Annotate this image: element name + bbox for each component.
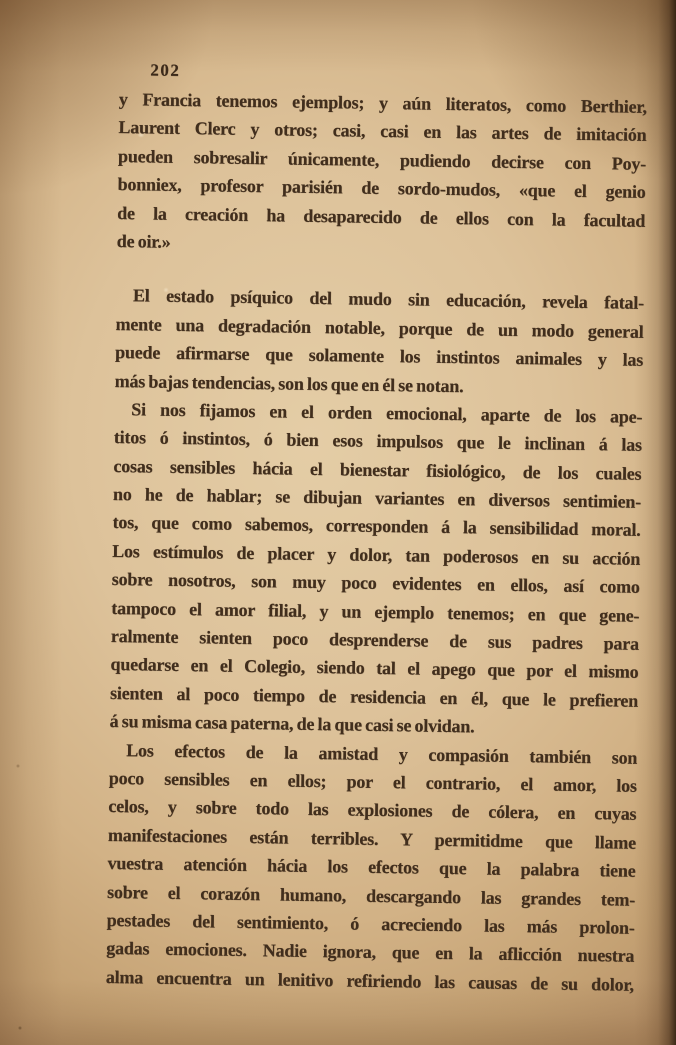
paragraph xyxy=(117,85,647,263)
text-line: bonniex, profesor parisién de sordo-mudos, «que el genio xyxy=(117,174,646,202)
text-line: de la creación ha desaparecido de ellos con la facultad xyxy=(117,202,646,231)
text-line: sobre nosotros, son muy poco evidentes en ellos, así como xyxy=(111,569,640,598)
text-line: Los efectos de la amistad y compasión también son xyxy=(126,739,638,768)
text-line: más bajas tendencias, son los que en él se notan. xyxy=(114,370,464,396)
paragraph xyxy=(106,736,638,999)
text-line: no he de hablar; se dibujan variantes en diversos sentimien- xyxy=(112,484,642,512)
text-line: mente una degradación notable, porque de un modo general xyxy=(115,313,644,342)
text-line: sienten al poco tiempo de residencia en él, que le prefieren xyxy=(109,682,639,711)
text-line: Si nos fijamos en el orden emocional, aparte de los ape- xyxy=(131,399,643,427)
text-line: puede afirmarse que solamente los instintos animales y las xyxy=(114,342,644,370)
text-line: El estado psíquico del mudo sin educación, revela fatal- xyxy=(132,285,645,314)
text-line: manifestaciones están terribles. Y permitidme que llame xyxy=(107,824,637,853)
paragraph xyxy=(114,281,644,402)
text-line: á su misma casa paterna, de la que casi se olvidan. xyxy=(109,711,475,737)
text-line: vuestra atención hácia los efectos que la palabra tiene xyxy=(107,853,636,881)
text-line: sobre el corazón humano, descargando las grandes tem- xyxy=(106,881,636,910)
text-line: Laurent Clerc y otros; casi, casi en las artes de imitación xyxy=(118,117,647,146)
text-line: alma encuentra un lenitivo refiriendo las causas de su dolor, xyxy=(105,966,634,995)
text-line: tos, que como sabemos, corresponden á la sensibilidad moral. xyxy=(112,512,641,541)
text-line: pueden sobresalir únicamente, pudiendo decirse con Poy- xyxy=(117,145,647,174)
text-line: Los estímulos de placer y dolor, tan poderosos en su acción xyxy=(112,540,641,569)
text-line: pestades del sentimiento, ó acreciendo las más prolon- xyxy=(106,909,635,938)
text-line: ralmente sienten poco desprenderse de sus padres para xyxy=(110,625,639,654)
text-line: quedarse en el Colegio, siendo tal el apego que por el mismo xyxy=(110,654,639,683)
text-line: y Francia tenemos ejemplos; y aún literatos, como Berthier, xyxy=(118,88,647,117)
text-line: tampoco el amor filial, y un ejemplo tenemos; en que gene- xyxy=(111,597,640,626)
paragraph xyxy=(109,395,642,743)
text-line: poco sensibles en ellos; por el contrario, el amor, los xyxy=(108,767,637,796)
text-line: gadas emociones. Nadie ignora, que en la aflicción nuestra xyxy=(106,938,635,967)
page-text xyxy=(106,85,647,999)
text-line: cosas sensibles hácia el bienestar fisiológico, de los cuales xyxy=(113,455,642,484)
text-line: titos ó instintos, ó bien esos impulsos que le inclinan á las xyxy=(113,427,642,456)
text-line: de oir.» xyxy=(116,230,171,252)
page-number: 202 xyxy=(150,60,181,80)
text-line: celos, y sobre todo las explosiones de cólera, en cuyas xyxy=(108,796,637,825)
